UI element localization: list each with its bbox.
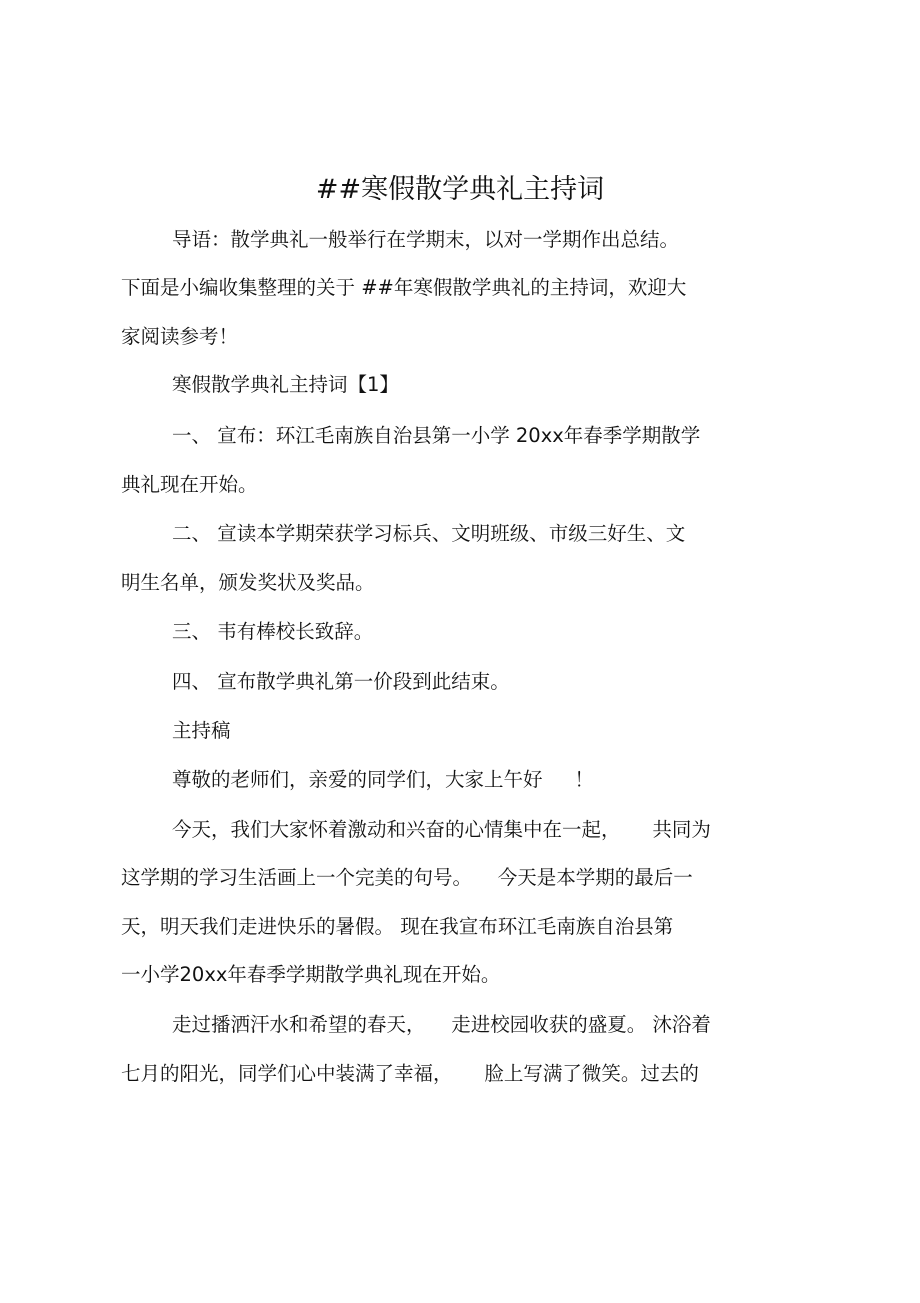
paragraph-line: 今天，我们大家怀着激动和兴奋的心情集中在一起， 共同为	[172, 818, 711, 841]
document-title: ##寒假散学典礼主持词	[315, 174, 605, 205]
paragraph-line: 典礼现在开始。	[121, 473, 258, 496]
section-heading: 寒假散学典礼主持词【1】	[172, 373, 399, 396]
paragraph-line: 走过播洒汗水和希望的春天， 走进校园收获的盛夏。 沐浴着	[172, 1013, 711, 1036]
paragraph-line: 家阅读参考！	[121, 325, 239, 348]
paragraph-line: 三、 韦有棒校长致辞。	[172, 620, 374, 643]
paragraph-line: 下面是小编收集整理的关于 ##年寒假散学典礼的主持词，欢迎大	[121, 276, 687, 299]
paragraph-line: 四、 宣布散学典礼第一价段到此结束。	[172, 670, 510, 693]
paragraph-line: 尊敬的老师们，亲爱的同学们，大家上午好 ！	[172, 768, 594, 791]
paragraph-line: 天，明天我们走进快乐的暑假。 现在我宣布环江毛南族自治县第	[121, 915, 674, 938]
paragraph-line: 七月的阳光，同学们心中装满了幸福， 脸上写满了微笑。过去的	[121, 1062, 699, 1085]
paragraph-line: 一小学20xx年春季学期散学典礼现在开始。	[121, 963, 501, 986]
paragraph-line: 导语：散学典礼一般举行在学期末，以对一学期作出总结。	[172, 228, 680, 251]
paragraph-line: 这学期的学习生活画上一个完美的句号。 今天是本学期的最后一	[121, 866, 693, 889]
paragraph-line: 一、 宣布：环江毛南族自治县第一小学 20xx年春季学期散学	[172, 424, 701, 447]
section-heading: 主持稿	[172, 719, 231, 742]
paragraph-line: 明生名单，颁发奖状及奖品。	[121, 571, 375, 594]
paragraph-line: 二、 宣读本学期荣获学习标兵、文明班级、市级三好生、文	[172, 522, 686, 545]
